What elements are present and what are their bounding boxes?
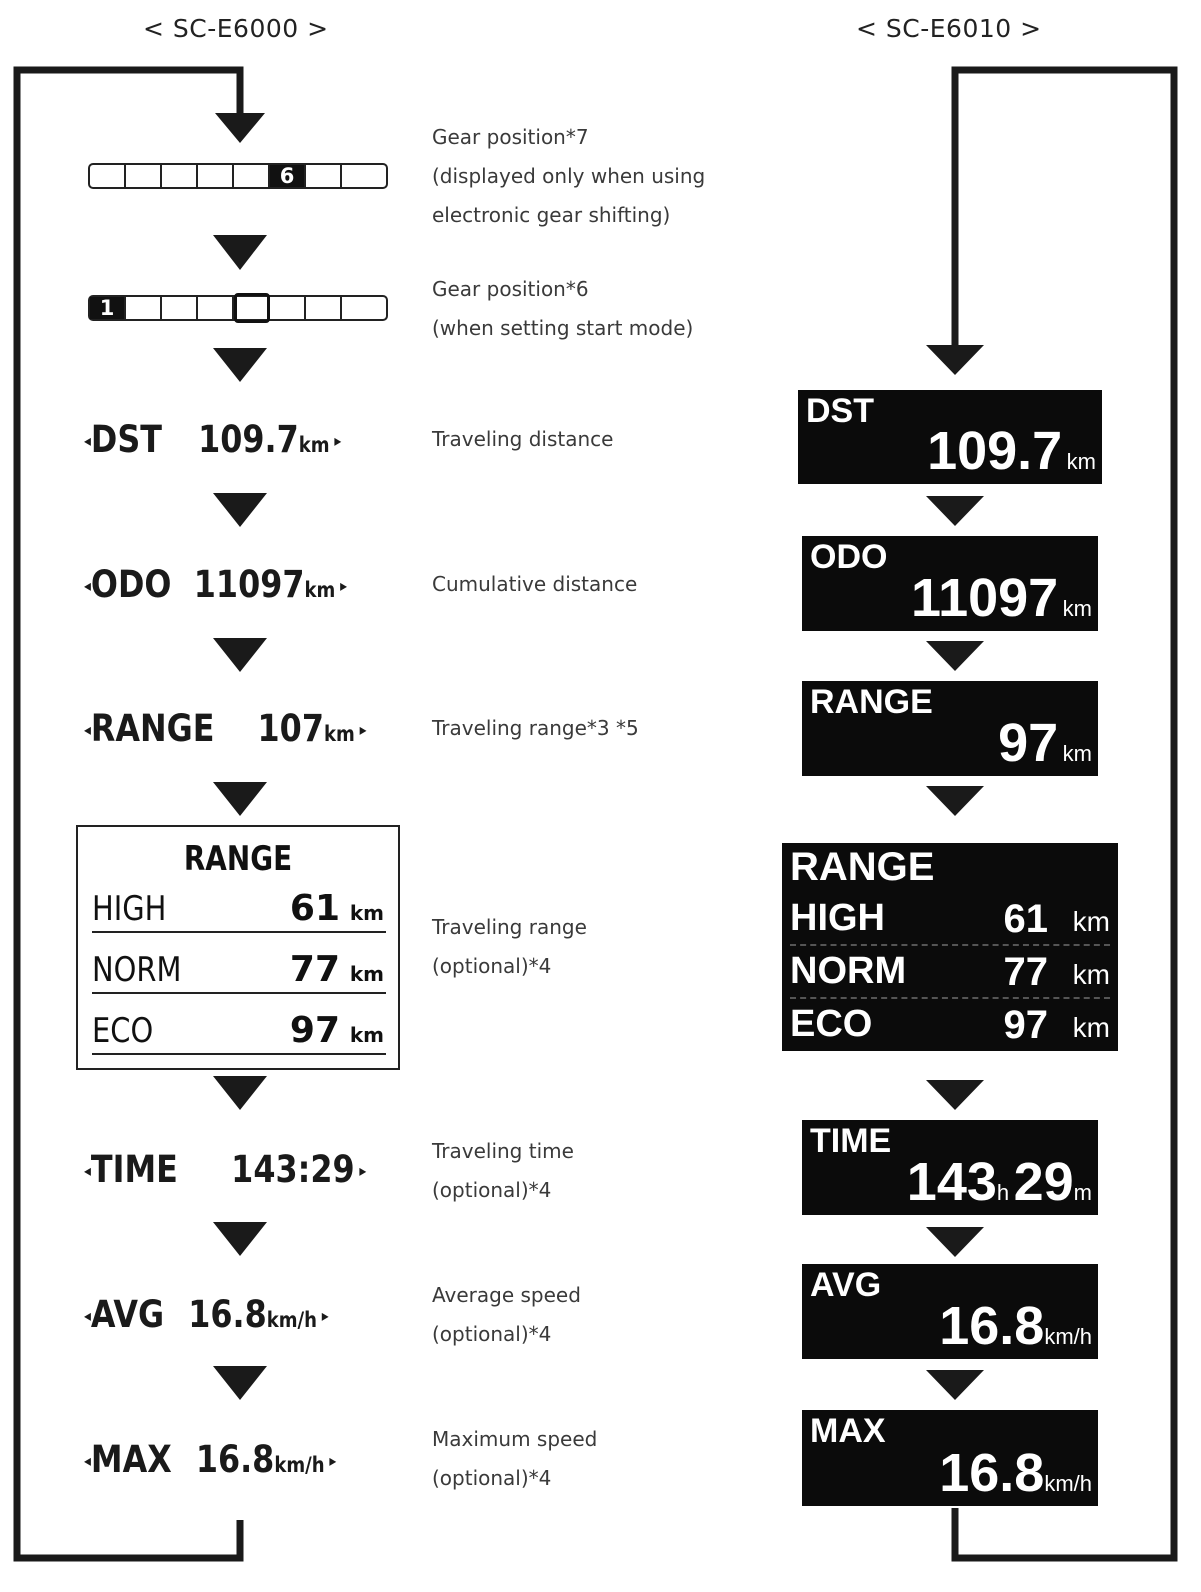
lcd-avg: ◂AVG 16.8km/h ▸: [84, 1293, 329, 1336]
step-arrow: [926, 1080, 984, 1110]
odo-description: Cumulative distance: [432, 572, 638, 596]
left-loop-arrowhead: [215, 113, 265, 143]
step-arrow: [213, 1222, 267, 1256]
right-model-header: < SC-E6010 >: [856, 14, 1042, 43]
step-arrow: [213, 235, 267, 270]
lcd-dst: ◂DST 109.7km ▸: [84, 418, 342, 461]
display-time: TIME 143h 29m: [802, 1120, 1098, 1215]
range-description: Traveling range*3 *5: [432, 716, 639, 740]
lcd-odo: ◂ODO 11097km ▸: [84, 563, 348, 606]
lcd-time: ◂TIME 143:29 ▸: [84, 1148, 367, 1191]
step-arrow: [926, 786, 984, 816]
left-step-arrows: [213, 235, 267, 1400]
range-detail-title: RANGE: [183, 839, 293, 879]
gear7-description: Gear position*7 (displayed only when using electronic gear shifting): [432, 125, 706, 227]
lcd-max: ◂MAX 16.8km/h ▸: [84, 1438, 337, 1481]
step-arrow: [926, 1227, 984, 1257]
gear-selected-cell: [234, 293, 270, 323]
display-range-detail-title: RANGE: [790, 845, 935, 889]
left-model-header: < SC-E6000 >: [143, 14, 329, 43]
gear-start-cell: 1: [90, 297, 126, 319]
gear-active-cell: 6: [270, 165, 306, 187]
range-row-norm: NORM 77 km: [92, 946, 386, 994]
step-arrow: [213, 638, 267, 672]
display-range-row-norm: NORM 77 km: [790, 944, 1110, 999]
display-avg: AVG 16.8km/h: [802, 1264, 1098, 1359]
display-range: RANGE 97 km: [802, 681, 1098, 776]
gear-indicator-start-mode: [88, 295, 388, 321]
step-arrow: [213, 1076, 267, 1110]
range-optional-description: Traveling range (optional)*4: [432, 915, 587, 978]
gear-indicator-electronic: [88, 163, 388, 189]
dst-description: Traveling distance: [432, 427, 614, 451]
display-odo: ODO 11097 km: [802, 536, 1098, 631]
step-arrow: [213, 493, 267, 527]
display-range-row-eco: ECO 97 km: [790, 1003, 1110, 1047]
display-max: MAX 16.8km/h: [802, 1410, 1098, 1506]
display-range-detail: [782, 843, 1118, 1051]
range-detail-panel: [76, 825, 400, 1070]
step-arrow: [213, 782, 267, 816]
gear6-description: Gear position*6 (when setting start mode): [432, 277, 694, 340]
step-arrow: [926, 641, 984, 671]
display-range-row-high: HIGH 61 km: [790, 891, 1110, 946]
display-dst: DST 109.7 km: [798, 390, 1102, 484]
step-arrow: [213, 1366, 267, 1400]
range-row-high: HIGH 61 km: [92, 885, 386, 933]
step-arrow: [926, 1370, 984, 1400]
step-arrow: [926, 496, 984, 526]
range-row-eco: ECO 97 km: [92, 1007, 386, 1055]
lcd-range: ◂RANGE 107km ▸: [84, 707, 367, 750]
right-loop-arrowhead: [926, 345, 984, 375]
max-description: Maximum speed (optional)*4: [432, 1427, 598, 1490]
avg-description: Average speed (optional)*4: [432, 1283, 581, 1346]
time-description: Traveling time (optional)*4: [432, 1139, 574, 1202]
step-arrow: [213, 348, 267, 382]
